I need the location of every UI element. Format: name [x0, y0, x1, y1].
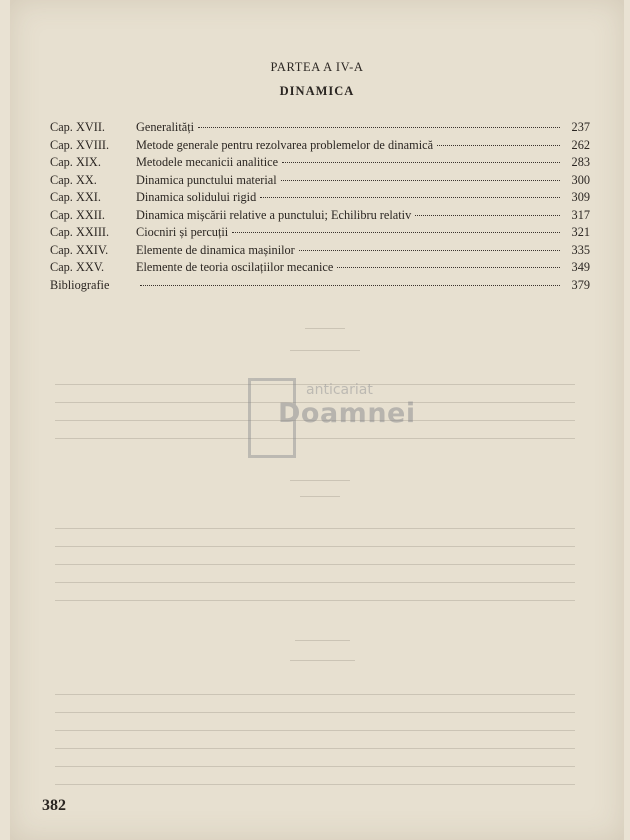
dot-leader [437, 145, 560, 146]
chapter-title: Metode generale pentru rezolvarea problemelor de dinamică [136, 137, 434, 152]
chapter-page: 262 [571, 137, 590, 152]
chapter-title: Elemente de teoria oscilațiilor mecanice [136, 260, 334, 274]
chapter-page: 335 [571, 242, 590, 257]
chapter-page: 237 [571, 120, 590, 134]
toc-row [50, 243, 590, 261]
watermark-big-text: Doamnei [278, 398, 416, 429]
chapter-number: Cap. XXIII. [50, 225, 110, 239]
chapter-number: Cap. XVII. [50, 120, 105, 134]
chapter-title: Dinamica mișcării relative a punctului; Echilibru relativ [136, 207, 412, 222]
toc-row [50, 155, 590, 173]
chapter-page: 349 [571, 260, 590, 274]
bibliography-label: Bibliografie [50, 277, 110, 292]
chapter-title: Elemente de dinamica mașinilor [136, 242, 295, 257]
chapter-title: Dinamica punctului material [136, 172, 277, 187]
dot-leader [281, 180, 560, 181]
dot-leader [260, 197, 560, 198]
toc-row [50, 260, 590, 278]
chapter-number: Cap. XXII. [50, 207, 105, 222]
toc-row [50, 138, 590, 156]
dot-leader [299, 250, 560, 251]
chapter-number: Cap. XXV. [50, 260, 105, 274]
bibliography-page: 379 [571, 277, 590, 292]
chapter-number: Cap. XVIII. [50, 137, 110, 152]
toc-row [50, 208, 590, 226]
chapter-title: Generalități [136, 120, 195, 134]
toc-row [50, 225, 590, 243]
watermark-small-text: anticariat [306, 382, 373, 398]
dot-leader [232, 232, 560, 233]
toc-row [50, 190, 590, 208]
chapter-title: Dinamica solidului rigid [136, 190, 257, 204]
section-heading: DINAMICA [279, 84, 355, 98]
chapter-number: Cap. XXIV. [50, 242, 109, 257]
chapter-page: 317 [571, 207, 590, 222]
part-heading: PARTEA A IV-A [270, 60, 364, 74]
chapter-number: Cap. XX. [50, 172, 97, 187]
chapter-number: Cap. XIX. [50, 155, 101, 169]
anticariat-watermark [248, 378, 416, 460]
chapter-title: Metodele mecanicii analitice [136, 155, 279, 169]
dot-leader [198, 127, 560, 128]
dot-leader [415, 215, 560, 216]
book-page [10, 0, 624, 840]
page-number: 382 [42, 797, 66, 814]
toc-row [50, 173, 590, 191]
toc-row [50, 120, 590, 138]
chapter-page: 283 [571, 155, 590, 169]
dot-leader [282, 162, 560, 163]
table-of-contents [50, 120, 590, 295]
chapter-number: Cap. XXI. [50, 190, 101, 204]
toc-row-bibliography [50, 278, 590, 296]
dot-leader [140, 285, 560, 286]
chapter-title: Ciocniri și percuții [136, 225, 229, 239]
chapter-page: 309 [571, 190, 590, 204]
dot-leader [337, 267, 560, 268]
chapter-page: 300 [571, 172, 590, 187]
chapter-page: 321 [571, 225, 590, 239]
